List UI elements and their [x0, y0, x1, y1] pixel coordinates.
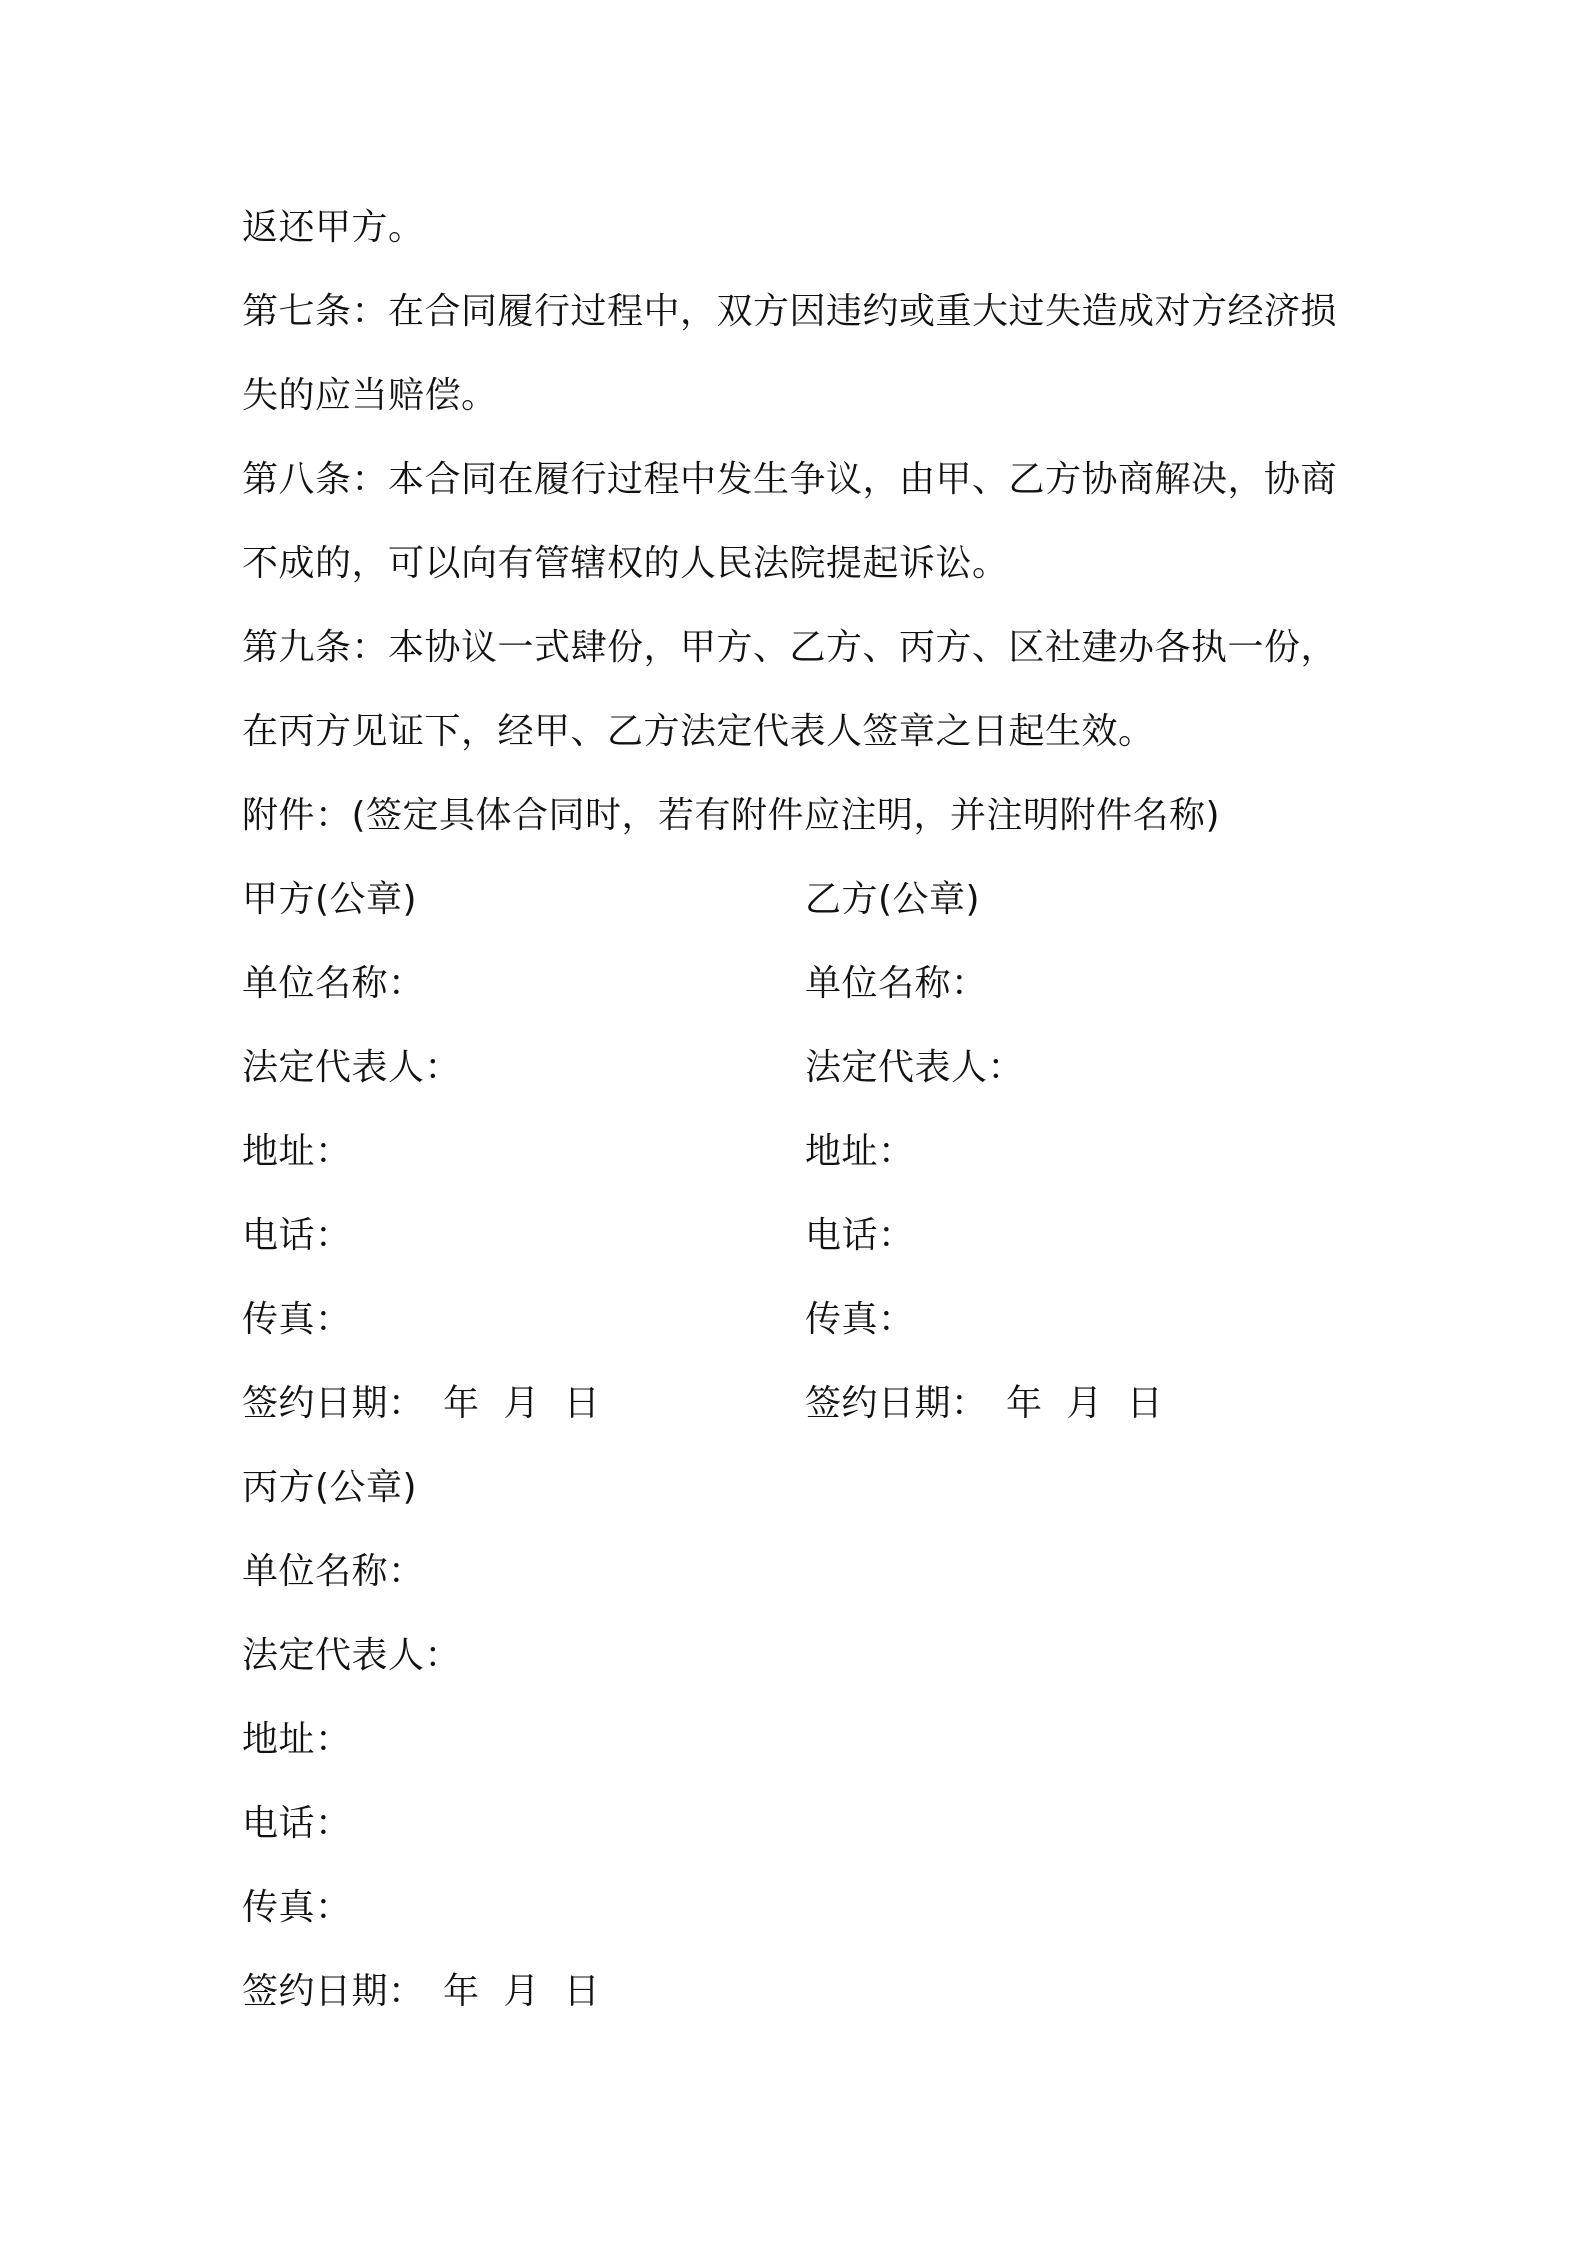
party-b-unit-name: 单位名称：	[805, 963, 988, 1004]
party-c-unit-name: 单位名称：	[242, 1551, 425, 1592]
party-c-legal-rep: 法定代表人：	[242, 1635, 462, 1676]
party-c-title: 丙方(公章)	[242, 1467, 418, 1508]
article-9-line-2: 在丙方见证下，经甲、乙方法定代表人签章之日起生效。	[242, 711, 1155, 752]
party-a-address: 地址：	[242, 1131, 352, 1172]
article-8-line-2: 不成的，可以向有管辖权的人民法院提起诉讼。	[242, 543, 1009, 584]
party-b-sign-date: 签约日期： 年 月 日	[805, 1383, 1164, 1424]
party-a-sign-date: 签约日期： 年 月 日	[242, 1383, 601, 1424]
party-a-legal-rep: 法定代表人：	[242, 1047, 462, 1088]
article-7-line-1: 第七条：在合同履行过程中，双方因违约或重大过失造成对方经济损	[242, 291, 1338, 332]
party-c-phone: 电话：	[242, 1803, 352, 1844]
party-c-fax: 传真：	[242, 1887, 352, 1928]
party-a-phone: 电话：	[242, 1215, 352, 1256]
party-c-sign-date: 签约日期： 年 月 日	[242, 1971, 601, 2012]
party-a-unit-name: 单位名称：	[242, 963, 425, 1004]
party-b-legal-rep: 法定代表人：	[805, 1047, 1025, 1088]
article-8-line-1: 第八条：本合同在履行过程中发生争议，由甲、乙方协商解决，协商	[242, 459, 1338, 500]
party-b-phone: 电话：	[805, 1215, 915, 1256]
article-7-line-2: 失的应当赔偿。	[242, 375, 498, 416]
party-c-address: 地址：	[242, 1719, 352, 1760]
party-b-fax: 传真：	[805, 1299, 915, 1340]
attachment-note: 附件：(签定具体合同时，若有附件应注明，并注明附件名称)	[242, 795, 1221, 836]
body-line-1: 返还甲方。	[242, 207, 425, 248]
party-b-address: 地址：	[805, 1131, 915, 1172]
party-a-title: 甲方(公章)	[242, 879, 418, 920]
party-a-fax: 传真：	[242, 1299, 352, 1340]
article-9-line-1: 第九条：本协议一式肆份，甲方、乙方、丙方、区社建办各执一份，	[242, 627, 1338, 668]
party-b-title: 乙方(公章)	[805, 879, 981, 920]
